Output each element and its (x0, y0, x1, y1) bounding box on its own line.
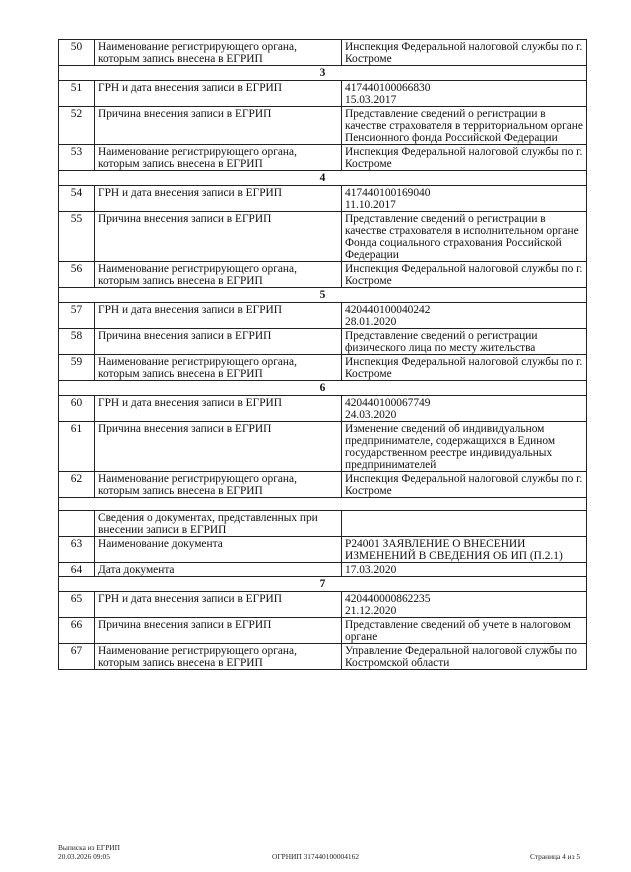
table-row (59, 262, 587, 288)
section-header-row (59, 171, 587, 186)
section-header-row (59, 381, 587, 396)
table-row (59, 186, 587, 212)
row-number: 56 (59, 262, 95, 288)
table-row (59, 81, 587, 107)
row-label: ГРН и дата внесения записи в ЕГРИП (95, 592, 342, 618)
row-number: 54 (59, 186, 95, 212)
row-value: 417440100169040 11.10.2017 (342, 186, 587, 212)
row-value (342, 511, 587, 537)
row-label: Причина внесения записи в ЕГРИП (95, 422, 342, 472)
row-value: Инспекция Федеральной налоговой службы по г. Костроме (342, 472, 587, 498)
table-row (59, 422, 587, 472)
row-number (59, 511, 95, 537)
row-label: ГРН и дата внесения записи в ЕГРИП (95, 186, 342, 212)
table-row (59, 472, 587, 498)
row-label: ГРН и дата внесения записи в ЕГРИП (95, 396, 342, 422)
row-value: Представление сведений о регистрации в качестве страхователя в территориальном органе Пенсионного фонда Российской Федерации (342, 107, 587, 145)
row-number: 67 (59, 644, 95, 670)
row-value: Представление сведений о регистрации физического лица по месту жительства (342, 329, 587, 355)
table-body (59, 40, 587, 670)
footer-document-title: Выписка из ЕГРИП (58, 843, 120, 852)
egrip-record-table (58, 39, 587, 670)
row-label: Наименование регистрирующего органа, которым запись внесена в ЕГРИП (95, 262, 342, 288)
row-value: Инспекция Федеральной налоговой службы по г. Костроме (342, 262, 587, 288)
blank-row (59, 498, 587, 511)
row-label: Дата документа (95, 563, 342, 577)
table-row (59, 329, 587, 355)
table-row (59, 537, 587, 563)
table-row (59, 618, 587, 644)
table-row (59, 511, 587, 537)
row-label: Причина внесения записи в ЕГРИП (95, 107, 342, 145)
section-number: 3 (59, 66, 587, 81)
table-row (59, 563, 587, 577)
section-number: 7 (59, 577, 587, 592)
row-value: 17.03.2020 (342, 563, 587, 577)
row-label: Наименование регистрирующего органа, которым запись внесена в ЕГРИП (95, 355, 342, 381)
row-value: Управление Федеральной налоговой службы по Костромской области (342, 644, 587, 670)
table-row (59, 40, 587, 66)
table-row (59, 592, 587, 618)
row-label: Причина внесения записи в ЕГРИП (95, 618, 342, 644)
row-value: Р24001 ЗАЯВЛЕНИЕ О ВНЕСЕНИИ ИЗМЕНЕНИЙ В СВЕДЕНИЯ ОБ ИП (П.2.1) (342, 537, 587, 563)
footer-document-info (58, 844, 120, 861)
section-number: 6 (59, 381, 587, 396)
row-number: 65 (59, 592, 95, 618)
row-number: 52 (59, 107, 95, 145)
section-number: 4 (59, 171, 587, 186)
row-value: Инспекция Федеральной налоговой службы по г. Костроме (342, 355, 587, 381)
row-number: 53 (59, 145, 95, 171)
row-value: Инспекция Федеральной налоговой службы по г. Костроме (342, 40, 587, 66)
row-value: 420440000862235 21.12.2020 (342, 592, 587, 618)
row-label: Наименование регистрирующего органа, которым запись внесена в ЕГРИП (95, 472, 342, 498)
blank-cell (59, 498, 587, 511)
section-number: 5 (59, 288, 587, 303)
row-value: 420440100067749 24.03.2020 (342, 396, 587, 422)
row-label: Наименование документа (95, 537, 342, 563)
table-row (59, 355, 587, 381)
row-label: Сведения о документах, представленных при внесении записи в ЕГРИП (95, 511, 342, 537)
row-number: 64 (59, 563, 95, 577)
row-number: 55 (59, 212, 95, 262)
row-label: Причина внесения записи в ЕГРИП (95, 329, 342, 355)
row-label: ГРН и дата внесения записи в ЕГРИП (95, 81, 342, 107)
row-value: Инспекция Федеральной налоговой службы по г. Костроме (342, 145, 587, 171)
section-header-row (59, 66, 587, 81)
table-row (59, 107, 587, 145)
row-label: Наименование регистрирующего органа, которым запись внесена в ЕГРИП (95, 644, 342, 670)
table-row (59, 145, 587, 171)
row-value: 420440100040242 28.01.2020 (342, 303, 587, 329)
table-row (59, 303, 587, 329)
table-row (59, 396, 587, 422)
row-number: 59 (59, 355, 95, 381)
table-row (59, 644, 587, 670)
row-label: Наименование регистрирующего органа, которым запись внесена в ЕГРИП (95, 40, 342, 66)
row-value: 417440100066830 15.03.2017 (342, 81, 587, 107)
row-number: 51 (59, 81, 95, 107)
row-value: Представление сведений о регистрации в качестве страхователя в исполнительном органе Фонда социального страхования Российской Федерации (342, 212, 587, 262)
section-header-row (59, 288, 587, 303)
row-value: Представление сведений об учете в налоговом органе (342, 618, 587, 644)
row-value: Изменение сведений об индивидуальном предпринимателе, содержащихся в Едином государственном реестре индивидуальных предпринимателей (342, 422, 587, 472)
row-number: 58 (59, 329, 95, 355)
row-number: 60 (59, 396, 95, 422)
row-number: 61 (59, 422, 95, 472)
row-label: Наименование регистрирующего органа, которым запись внесена в ЕГРИП (95, 145, 342, 171)
row-number: 57 (59, 303, 95, 329)
section-header-row (59, 577, 587, 592)
row-label: Причина внесения записи в ЕГРИП (95, 212, 342, 262)
row-number: 63 (59, 537, 95, 563)
footer-document-datetime: 20.03.2026 09:05 (58, 851, 110, 861)
footer-ogrnip: ОГРНИП 317440100004162 (272, 852, 360, 861)
row-number: 62 (59, 472, 95, 498)
table-row (59, 212, 587, 262)
row-number: 66 (59, 618, 95, 644)
row-number: 50 (59, 40, 95, 66)
footer-page-number: Страница 4 из 5 (530, 852, 581, 861)
row-label: ГРН и дата внесения записи в ЕГРИП (95, 303, 342, 329)
